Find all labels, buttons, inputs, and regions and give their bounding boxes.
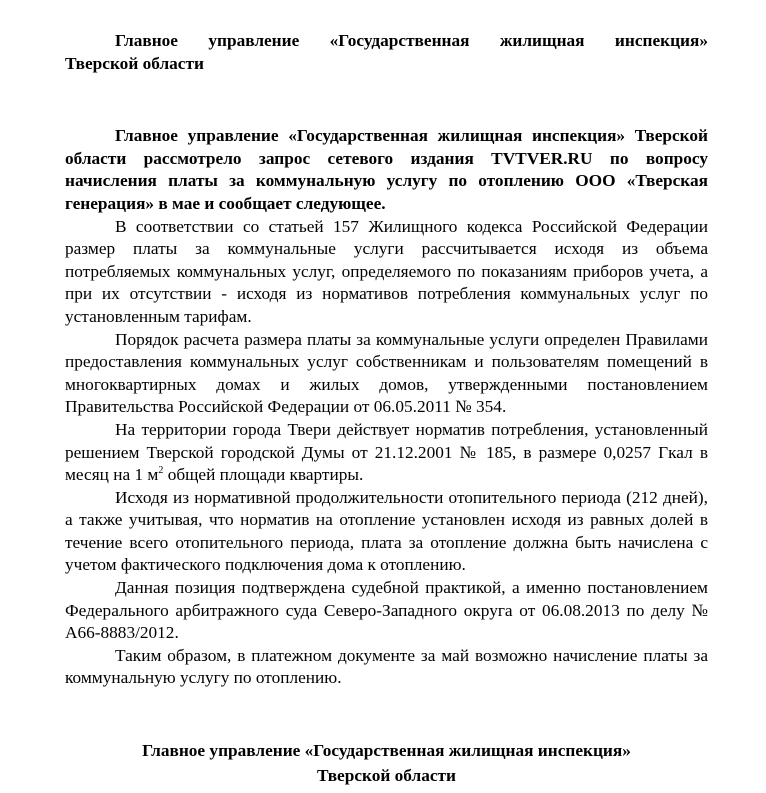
footer-org-line: Главное управление «Государственная жилищная инспекция»	[142, 741, 631, 760]
paragraph-conclusion: Таким образом, в платежном документе за май возможно начисление платы за коммунальную услугу по отоплению.	[65, 645, 708, 688]
paragraph-court-practice: Данная позиция подтверждена судебной практикой, а именно постановлением Федерального арбитражного суда Северо-Западного округа от 06.08.2013 по делу № А66-8883/2012.	[65, 578, 708, 643]
header-org-line: Главное управление «Государственная жилищная инспекция»	[115, 31, 708, 50]
square-meter-superscript: 2	[158, 465, 164, 477]
document-page	[65, 30, 708, 690]
footer-region-line: Тверской области	[317, 766, 456, 785]
intro-paragraph: Главное управление «Государственная жилищная инспекция» Тверской области рассмотрело запрос сетевого издания TVTVER.RU по вопросу начисления платы за коммунальную услугу по отоплению ООО «Тверская генерация» в мае и сообщает следующее.	[65, 126, 708, 213]
paragraph-article-157: В соответствии со статьей 157 Жилищного кодекса Российской Федерации размер платы за коммунальные услуги рассчитывается исходя из объема потребляемых коммунальных услуг, определяемого по показаниям приборов учета, а при их отсутствии - исходя из нормативов потребления коммунальных услуг по установленным тарифам.	[65, 216, 708, 326]
paragraph-heating-period: Исходя из нормативной продолжительности отопительного периода (212 дней), а также учитывая, что норматив на отопление установлен исходя из равных долей в течение всего отопительного периода, плата за отопление должна быть начислена с учетом фактического подключения дома к отоплению.	[65, 487, 708, 575]
norm-text-end: общей площади квартиры.	[163, 465, 364, 485]
paragraph-calculation-rules: Порядок расчета размера платы за коммунальные услуги определен Правилами предоставления коммунальных услуг собственникам и пользователям помещений в многоквартирных домах и жилых домов, утвержденными постановлением Правительства Российской Федерации от 06.05.2011 № 354.	[65, 329, 708, 417]
header-region-line: Тверской области	[65, 53, 204, 73]
paragraph-norm	[65, 419, 708, 487]
header-block	[65, 30, 708, 75]
footer-signature	[65, 738, 708, 788]
norm-text: На территории города Твери действует норматив потребления, установленный решением Тверской городской Думы от 21.12.2001 № 185, в размере 0,0257 Гкал в месяц на 1 м	[65, 419, 708, 485]
